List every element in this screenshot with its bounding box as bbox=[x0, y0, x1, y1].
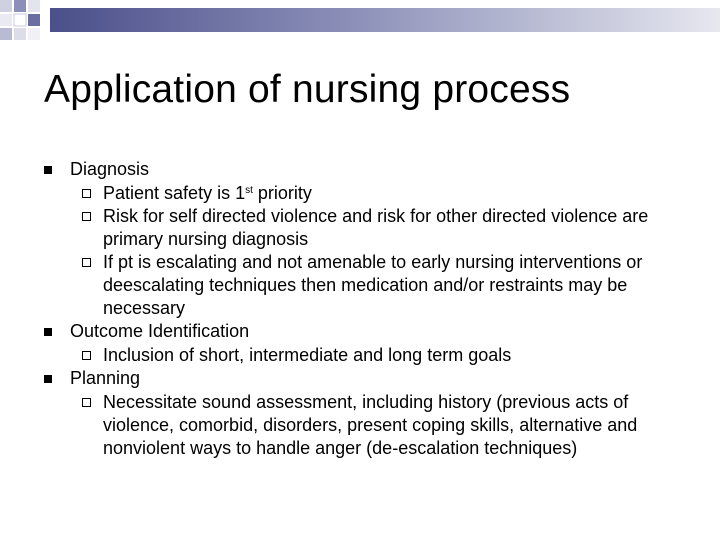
list-item-diagnosis bbox=[0, 158, 720, 181]
sub-item-text: Inclusion of short, intermediate and long term goals bbox=[103, 345, 512, 365]
hollow-square-bullet-icon bbox=[82, 351, 91, 360]
header-gradient-bar bbox=[50, 8, 720, 32]
hollow-square-bullet-icon bbox=[82, 212, 91, 221]
sub-item bbox=[0, 251, 720, 320]
hollow-square-bullet-icon bbox=[82, 189, 91, 198]
sub-item-text: If pt is escalating and not amenable to early nursing interventions or deescalating techniques then medication and/or restraints may be necessary bbox=[103, 252, 643, 318]
sub-item-text: Necessitate sound assessment, including history (previous acts of violence, comorbid, disorders, present coping skills, alternative and nonviolent ways to handle anger (de-escalation techniques) bbox=[103, 392, 638, 458]
sub-item-superscript: st bbox=[245, 185, 253, 196]
sub-item-text-pre: Patient safety is 1 bbox=[103, 183, 246, 203]
header-squares bbox=[0, 0, 40, 40]
header-decoration bbox=[0, 0, 720, 44]
list-item-outcome-identification bbox=[0, 320, 720, 343]
sub-item bbox=[0, 391, 720, 460]
hollow-square-bullet-icon bbox=[82, 258, 91, 267]
sub-item-text: Risk for self directed violence and risk for other directed violence are primary nursing diagnosis bbox=[103, 206, 649, 249]
square-bullet-icon bbox=[44, 328, 52, 336]
sub-item-text-post: priority bbox=[252, 183, 312, 203]
slide-title: Application of nursing process bbox=[44, 68, 571, 111]
list-item-planning bbox=[0, 367, 720, 390]
list-item-label: Outcome Identification bbox=[70, 321, 250, 341]
square-bullet-icon bbox=[44, 166, 52, 174]
list-item-label: Planning bbox=[70, 368, 141, 388]
sub-item bbox=[0, 344, 720, 367]
hollow-square-bullet-icon bbox=[82, 398, 91, 407]
bullet-list bbox=[0, 158, 720, 460]
sub-item bbox=[0, 182, 720, 205]
square-bullet-icon bbox=[44, 375, 52, 383]
sub-item bbox=[0, 205, 720, 251]
list-item-label: Diagnosis bbox=[70, 159, 150, 179]
